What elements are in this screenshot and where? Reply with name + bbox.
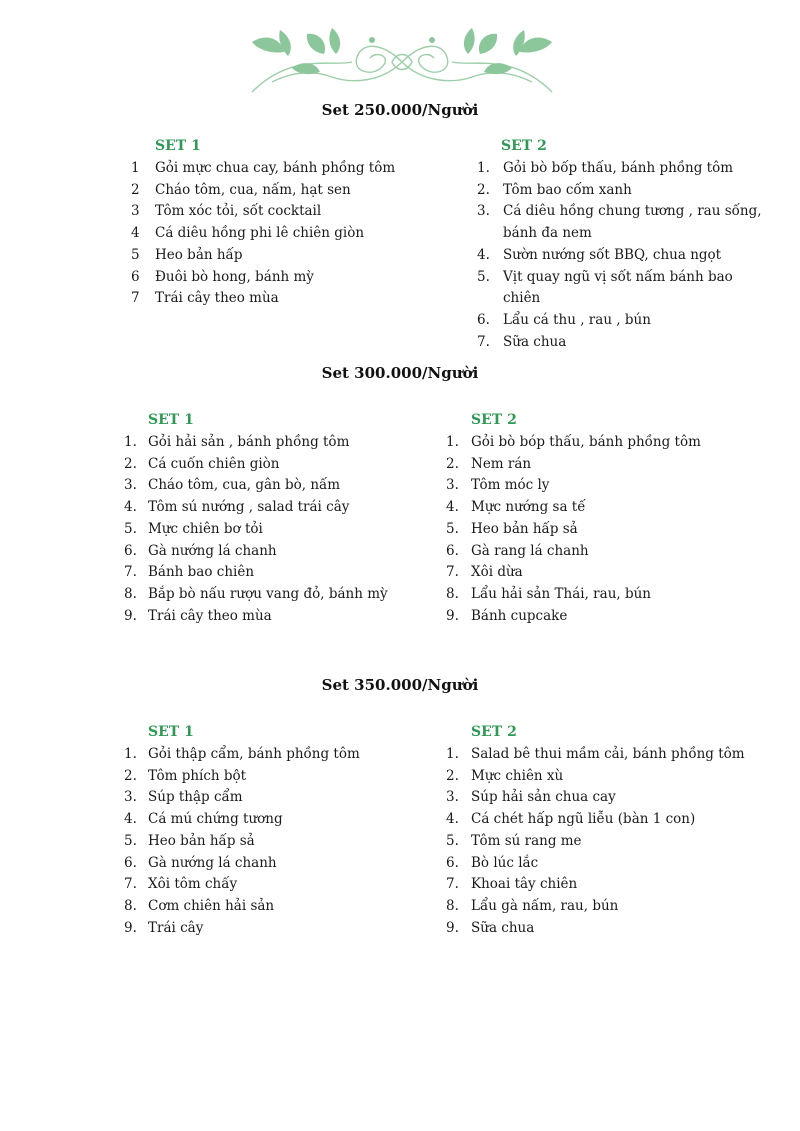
section-title: Set 350.000/Người bbox=[321, 676, 479, 694]
list-item: 7. Xôi dừa bbox=[446, 564, 523, 581]
list-item: 3. Cá diêu hồng chung tương , rau sống, bánh đa nem bbox=[477, 203, 762, 242]
list-item: 1 Gỏi mực chua cay, bánh phồng tôm bbox=[131, 160, 396, 176]
set-label: SET 1 bbox=[148, 724, 194, 740]
list-item: 7. Sữa chua bbox=[477, 333, 567, 350]
list-item: 5 Heo bản hấp bbox=[131, 246, 243, 263]
list-item: 9. Sữa chua bbox=[446, 919, 535, 936]
set-label: SET 2 bbox=[501, 138, 547, 154]
list-item: 2. Nem rán bbox=[446, 455, 532, 472]
list-item: 3. Cháo tôm, cua, gân bò, nấm bbox=[124, 477, 341, 494]
set-2-column bbox=[446, 410, 756, 627]
list-item: 3. Súp thập cẩm bbox=[124, 789, 243, 806]
list-item: 8. Lẩu hải sản Thái, rau, bún bbox=[446, 585, 651, 602]
list-item: 4. Cá chét hấp ngũ liễu (bàn 1 con) bbox=[446, 811, 696, 828]
dish-list bbox=[446, 432, 756, 627]
menu-section-300 bbox=[0, 363, 800, 624]
list-item: 7 Trái cây theo mùa bbox=[131, 290, 279, 307]
list-item: 3. Súp hải sản chua cay bbox=[446, 789, 616, 806]
list-item: 5. Heo bản hấp sả bbox=[124, 832, 255, 849]
list-item: 4. Mực nướng sa tế bbox=[446, 499, 586, 516]
list-item: 6. Gà nướng lá chanh bbox=[124, 542, 277, 559]
list-item: 3 Tôm xóc tỏi, sốt cocktail bbox=[131, 203, 322, 220]
list-item: 8. Lẩu gà nấm, rau, bún bbox=[446, 897, 619, 914]
menu-section-350 bbox=[0, 675, 800, 936]
list-item: 1. Gỏi bò bốp thấu, bánh phồng tôm bbox=[477, 160, 734, 176]
set-2-column bbox=[446, 722, 766, 939]
dish-list bbox=[131, 158, 471, 310]
list-item: 6 Đuôi bò hong, bánh mỳ bbox=[131, 268, 314, 285]
list-item: 4. Tôm sú nướng , salad trái cây bbox=[124, 499, 350, 516]
set-1-column bbox=[131, 136, 471, 310]
list-item: 9. Bánh cupcake bbox=[446, 607, 568, 624]
floral-vine-ornament-icon bbox=[232, 22, 572, 100]
list-item: 2. Mực chiên xù bbox=[446, 767, 564, 784]
dish-list bbox=[124, 432, 444, 627]
list-item: 2. Cá cuốn chiên giòn bbox=[124, 455, 280, 472]
dish-list bbox=[446, 744, 766, 939]
list-item: 9. Trái cây bbox=[124, 919, 204, 936]
list-item: 8. Cơm chiên hải sản bbox=[124, 897, 275, 914]
set-label: SET 1 bbox=[148, 412, 194, 428]
set-2-column bbox=[477, 136, 762, 353]
section-title: Set 250.000/Người bbox=[321, 101, 479, 119]
list-item: 1. Gỏi hải sản , bánh phồng tôm bbox=[124, 434, 350, 450]
list-item: 8. Bắp bò nấu rượu vang đỏ, bánh mỳ bbox=[124, 585, 388, 602]
list-item: 3. Tôm móc ly bbox=[446, 477, 550, 494]
list-item: 6. Bò lúc lắc bbox=[446, 854, 539, 871]
menu-section-250 bbox=[0, 100, 800, 350]
list-item: 1. Gỏi bò bóp thấu, bánh phồng tôm bbox=[446, 434, 701, 450]
list-item: 2 Cháo tôm, cua, nấm, hạt sen bbox=[131, 181, 351, 198]
list-item: 7. Bánh bao chiên bbox=[124, 564, 255, 581]
list-item: 6. Gà rang lá chanh bbox=[446, 542, 589, 559]
set-1-column bbox=[124, 722, 444, 939]
list-item: 1. Gỏi thập cẩm, bánh phồng tôm bbox=[124, 746, 360, 762]
list-item: 4. Cá mú chứng tương bbox=[124, 811, 283, 828]
list-item: 5. Heo bản hấp sả bbox=[446, 520, 578, 537]
list-item: 4 Cá diêu hồng phi lê chiên giòn bbox=[131, 225, 365, 242]
section-title: Set 300.000/Người bbox=[321, 364, 479, 382]
list-item: 7. Xôi tôm chấy bbox=[124, 876, 238, 893]
set-label: SET 1 bbox=[155, 138, 201, 154]
set-label: SET 2 bbox=[471, 412, 517, 428]
list-item: 5. Tôm sú rang me bbox=[446, 832, 582, 849]
list-item: 5. Vịt quay ngũ vị sốt nấm bánh bao chiên bbox=[477, 268, 733, 307]
dish-list bbox=[124, 744, 444, 939]
list-item: 6. Gà nướng lá chanh bbox=[124, 854, 277, 871]
list-item: 9. Trái cây theo mùa bbox=[124, 607, 272, 624]
list-item: 5. Mực chiên bơ tỏi bbox=[124, 520, 263, 537]
set-label: SET 2 bbox=[471, 724, 517, 740]
dish-list bbox=[477, 158, 762, 353]
list-item: 2. Tôm bao cốm xanh bbox=[477, 181, 632, 198]
set-1-column bbox=[124, 410, 444, 627]
list-item: 2. Tôm phích bột bbox=[124, 767, 247, 784]
list-item: 4. Sườn nướng sốt BBQ, chua ngọt bbox=[477, 246, 722, 263]
list-item: 7. Khoai tây chiên bbox=[446, 876, 578, 893]
list-item: 1. Salad bê thui mầm cải, bánh phồng tôm bbox=[446, 746, 745, 762]
list-item: 6. Lẩu cá thu , rau , bún bbox=[477, 311, 651, 328]
